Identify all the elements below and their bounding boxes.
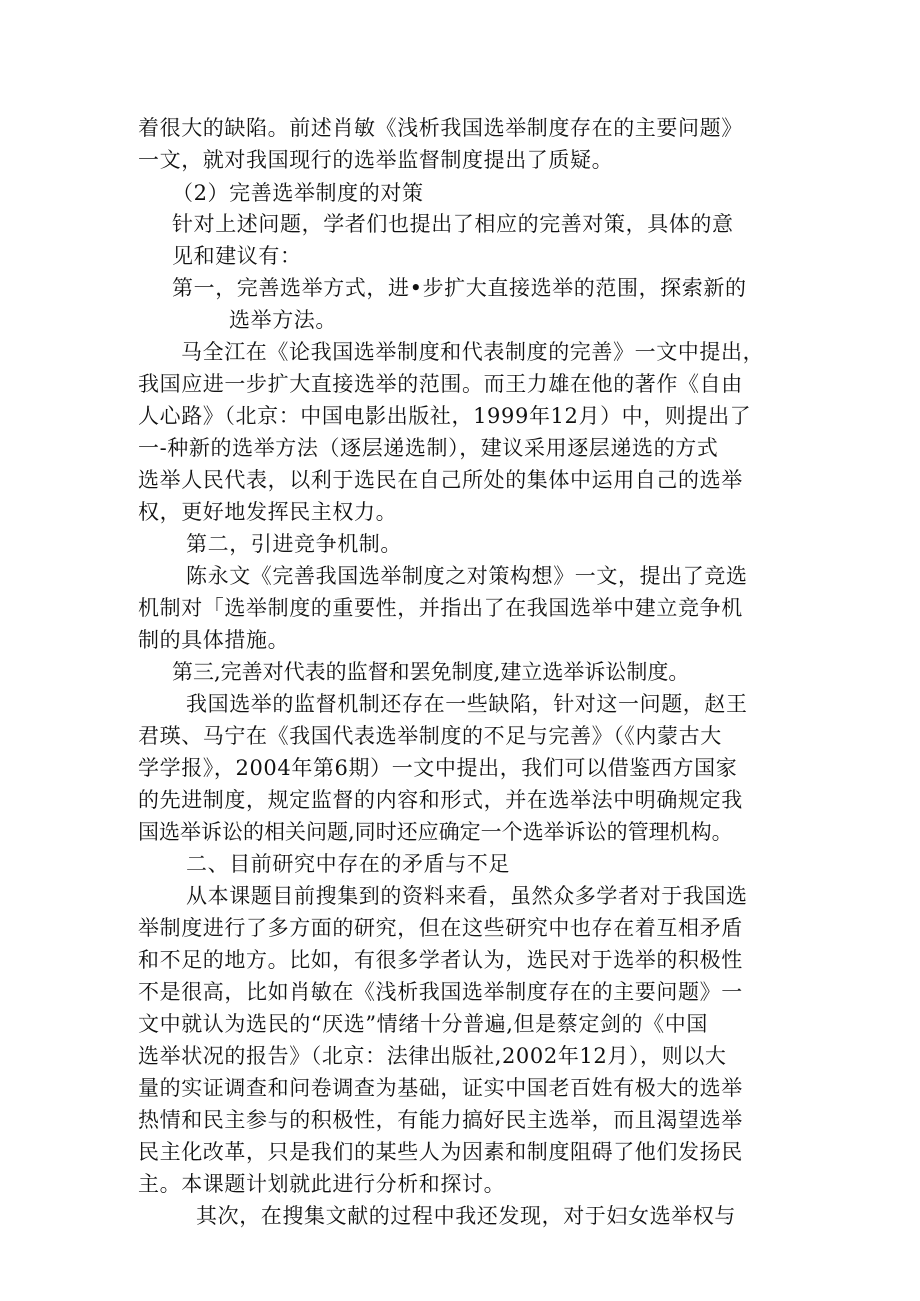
text-line: 君瑛、马宁在《我国代表选举制度的不足与完善》（《内蒙古大 — [138, 724, 722, 748]
text-line: 一-种新的选举方法（逐层递选制），建议采用逐层递选的方式 — [138, 436, 719, 460]
text-line: 不是很高，比如肖敏在《浅析我国选举制度存在的主要问题》一 — [138, 980, 743, 1004]
text-line: 文中就认为选民的“厌选”情绪十分普遍,但是蔡定剑的《中国 — [138, 1012, 708, 1036]
text-line: 国选举诉讼的相关问题,同时还应确定一个选举诉讼的管理机构。 — [138, 820, 733, 844]
section-heading: 第二，引进竞争机制。 — [186, 532, 402, 556]
text-line: 举制度进行了多方面的研究，但在这些研究中也存在着互相矛盾 — [138, 916, 743, 940]
section-heading: 第三,完善对代表的监督和罢免制度,建立选举诉讼制度。 — [172, 660, 690, 684]
text-line: 第一，完善选举方式，进•步扩大直接选举的范围，探索新的 — [172, 276, 747, 300]
text-line: 主。本课题计划就此进行分析和探讨。 — [138, 1172, 506, 1196]
text-line: 其次，在搜集文献的过程中我还发现，对于妇女选举权与 — [196, 1204, 736, 1228]
text-line: 和不足的地方。比如，有很多学者认为，选民对于选举的积极性 — [138, 948, 743, 972]
text-line: 选举状况的报告》（北京：法律出版社,2002年12月），则以大 — [138, 1044, 727, 1068]
text-line: 从本课题目前搜集到的资料来看，虽然众多学者对于我国选 — [186, 884, 748, 908]
text-line: 选举方法。 — [229, 308, 337, 332]
text-line: 陈永文《完善我国选举制度之对策构想》一文，提出了竞选 — [186, 564, 748, 588]
text-line: 马全江在《论我国选举制度和代表制度的完善》一文中提出， — [181, 340, 765, 364]
text-line: 制的具体措施。 — [138, 628, 290, 652]
text-line: 针对上述问题，学者们也提出了相应的完善对策，具体的意 — [172, 212, 734, 236]
section-heading: 二、目前研究中存在的矛盾与不足 — [186, 852, 510, 876]
text-line: 热情和民主参与的积极性，有能力搞好民主选举，而且渴望选举 — [138, 1108, 743, 1132]
text-line: 机制对「选举制度的重要性，并指出了在我国选举中建立竞争机 — [138, 596, 743, 620]
section-heading: （2）完善选举制度的对策 — [172, 181, 424, 205]
text-line: 见和建议有： — [172, 244, 302, 268]
text-line: 选举人民代表，以利于选民在自己所处的集体中运用自己的选举 — [138, 468, 743, 492]
text-line: 一文，就对我国现行的选举监督制度提出了质疑。 — [138, 148, 614, 172]
text-line: 着很大的缺陷。前述肖敏《浅析我国选举制度存在的主要问题》 — [138, 116, 743, 140]
text-line: 我国选举的监督机制还存在一些缺陷，针对这一问题，赵王 — [186, 692, 748, 716]
text-line: 民主化改革，只是我们的某些人为因素和制度阻碍了他们发扬民 — [138, 1140, 743, 1164]
text-line: 人心路》（北京：中国电影出版社，1999年12月）中，则提出了 — [138, 404, 752, 428]
text-line: 我国应进一步扩大直接选举的范围。而王力雄在他的著作《自由 — [138, 372, 743, 396]
text-line: 量的实证调查和问卷调查为基础，证实中国老百姓有极大的选举 — [138, 1076, 743, 1100]
text-line: 的先进制度，规定监督的内容和形式，并在选举法中明确规定我 — [138, 788, 743, 812]
text-line: 权，更好地发挥民主权力。 — [138, 500, 398, 524]
text-line: 学学报》，2004年第6期）一文中提出，我们可以借鉴西方国家 — [138, 756, 738, 780]
